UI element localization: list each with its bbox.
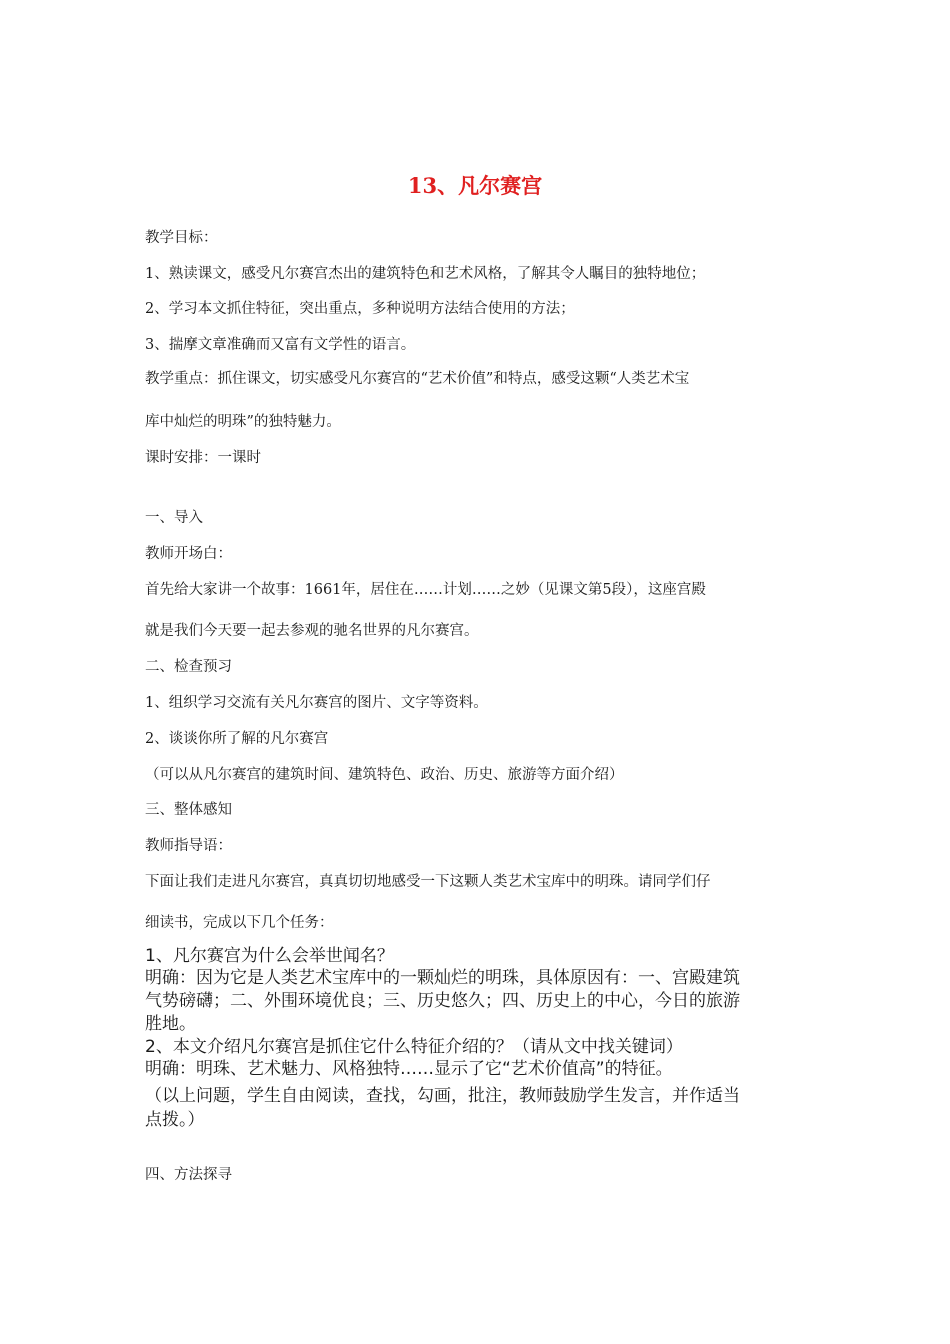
section-heading: 二、检查预习: [145, 659, 232, 675]
text-line: 首先给大家讲一个故事：1661年，居住在……计划……之妙（见课文第5段），这座宫殿: [145, 582, 706, 598]
text-line: 教师开场白：: [145, 546, 232, 562]
section-heading: 三、整体感知: [145, 802, 232, 818]
text-line: 就是我们今天要一起去参观的驰名世界的凡尔赛宫。: [145, 623, 479, 639]
text-line: 1、组织学习交流有关凡尔赛宫的图片、文字等资料。: [145, 695, 488, 711]
text-line: 2、谈谈你所了解的凡尔赛宫: [145, 731, 329, 747]
text-line: 明确：明珠、艺术魅力、风格独特……显示了它“艺术价值高”的特征。: [145, 1059, 673, 1079]
document-title: 13、凡尔赛宫: [407, 173, 543, 198]
text-line: 胜地。: [145, 1014, 196, 1034]
text-line: 教学目标：: [145, 230, 218, 246]
text-line: 教学重点：抓住课文，切实感受凡尔赛宫的“艺术价值”和特点，感受这颗“人类艺术宝: [145, 371, 690, 387]
text-line: 3、揣摩文章准确而又富有文学性的语言。: [145, 337, 416, 353]
text-line: 1、凡尔赛宫为什么会举世闻名？: [145, 946, 394, 966]
text-line: 2、学习本文抓住特征，突出重点，多种说明方法结合使用的方法；: [145, 301, 575, 317]
text-line: 教师指导语：: [145, 838, 232, 854]
text-line: 课时安排：一课时: [145, 450, 261, 466]
text-line: 细读书，完成以下几个任务：: [145, 915, 334, 931]
text-line: 点拨。）: [145, 1110, 205, 1130]
section-heading: 一、导入: [145, 510, 203, 526]
text-line: 库中灿烂的明珠”的独特魅力。: [145, 414, 341, 430]
text-line: 1、熟读课文，感受凡尔赛宫杰出的建筑特色和艺术风格，了解其令人瞩目的独特地位；: [145, 266, 706, 282]
text-line: 2、本文介绍凡尔赛宫是抓住它什么特征介绍的？（请从文中找关键词）: [145, 1037, 683, 1057]
text-line: 明确：因为它是人类艺术宝库中的一颗灿烂的明珠，具体原因有：一、宫殿建筑: [145, 968, 740, 988]
text-line: （以上问题，学生自由阅读，查找，勾画，批注，教师鼓励学生发言，并作适当: [145, 1086, 740, 1106]
text-line: （可以从凡尔赛宫的建筑时间、建筑特色、政治、历史、旅游等方面介绍）: [145, 767, 624, 783]
text-line: 下面让我们走进凡尔赛宫，真真切切地感受一下这颗人类艺术宝库中的明珠。请同学们仔: [145, 874, 711, 890]
text-line: 气势磅礴；二、外围环境优良；三、历史悠久；四、历史上的中心，今日的旅游: [145, 991, 740, 1011]
section-heading: 四、方法探寻: [145, 1167, 232, 1183]
